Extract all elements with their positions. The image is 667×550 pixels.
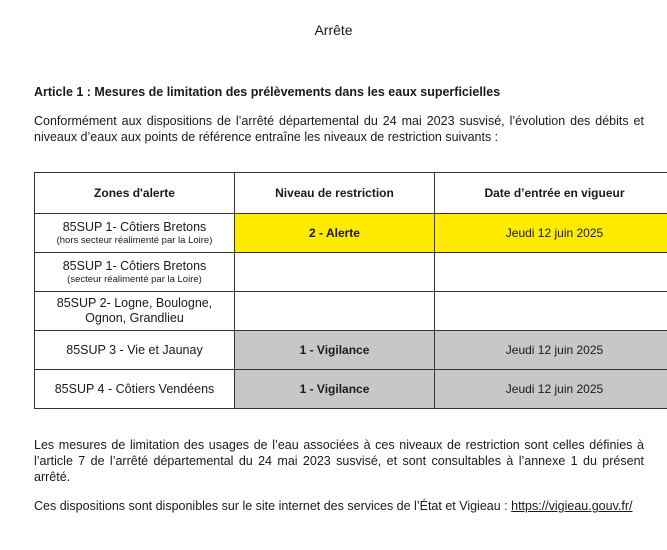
usage-measures-paragraph: Les mesures de limitation des usages de l’eau associées à ces niveaux de restriction sont celles définies à l’article 7 de l’arrêté départemental du 24 mai 2023 susvisé, et sont consultables à l’annexe 1 du présent arrêté. [34,438,644,484]
zone-name: 85SUP 4 - Côtiers Vendéens [54,381,215,396]
zone-name: 85SUP 2- Logne, Boulogne, Ognon, Grandlieu [56,296,213,325]
level-cell [235,292,435,331]
vigieau-link[interactable]: https://vigieau.gouv.fr/ [511,499,633,513]
level-cell [235,253,435,292]
intro-paragraph: Conformément aux dispositions de l’arrêté départemental du 24 mai 2023 susvisé, l’évolution des débits et niveaux d’eaux aux points de référence entraîne les niveaux de restriction suivants : [34,114,644,144]
zone-cell [35,253,235,292]
zone-cell [35,370,235,409]
zone-name: 85SUP 1- Côtiers Bretons [62,219,207,234]
level-cell: 1 - Vigilance [235,331,435,370]
header-date: Date d’entrée en vigueur [435,173,667,214]
zone-cell [35,292,235,331]
zone-cell [35,214,235,253]
table-row [35,214,667,253]
level-cell: 1 - Vigilance [235,370,435,409]
availability-text: Ces dispositions sont disponibles sur le site internet des services de l’État et Vigieau : [34,499,508,513]
availability-paragraph [34,498,644,514]
table-row [35,292,667,331]
date-cell [435,253,667,292]
date-cell: Jeudi 12 juin 2025 [435,214,667,253]
zone-note: (secteur réalimenté par la Loire) [67,273,202,285]
restriction-table [34,172,667,409]
document-title: Arrête [314,22,353,38]
header-level: Niveau de restriction [235,173,435,214]
table-row [35,370,667,409]
zone-cell [35,331,235,370]
level-cell: 2 - Alerte [235,214,435,253]
zone-note: (hors secteur réalimenté par la Loire) [56,234,213,246]
article-title: Article 1 : Mesures de limitation des prélèvements dans les eaux superficielles [34,85,501,99]
zone-name: 85SUP 3 - Vie et Jaunay [66,342,203,357]
table-row [35,253,667,292]
date-cell [435,292,667,331]
table-row [35,331,667,370]
date-cell: Jeudi 12 juin 2025 [435,370,667,409]
table-header-row [35,173,667,214]
zone-name: 85SUP 1- Côtiers Bretons [62,258,207,273]
date-cell: Jeudi 12 juin 2025 [435,331,667,370]
header-zones: Zones d'alerte [35,173,235,214]
